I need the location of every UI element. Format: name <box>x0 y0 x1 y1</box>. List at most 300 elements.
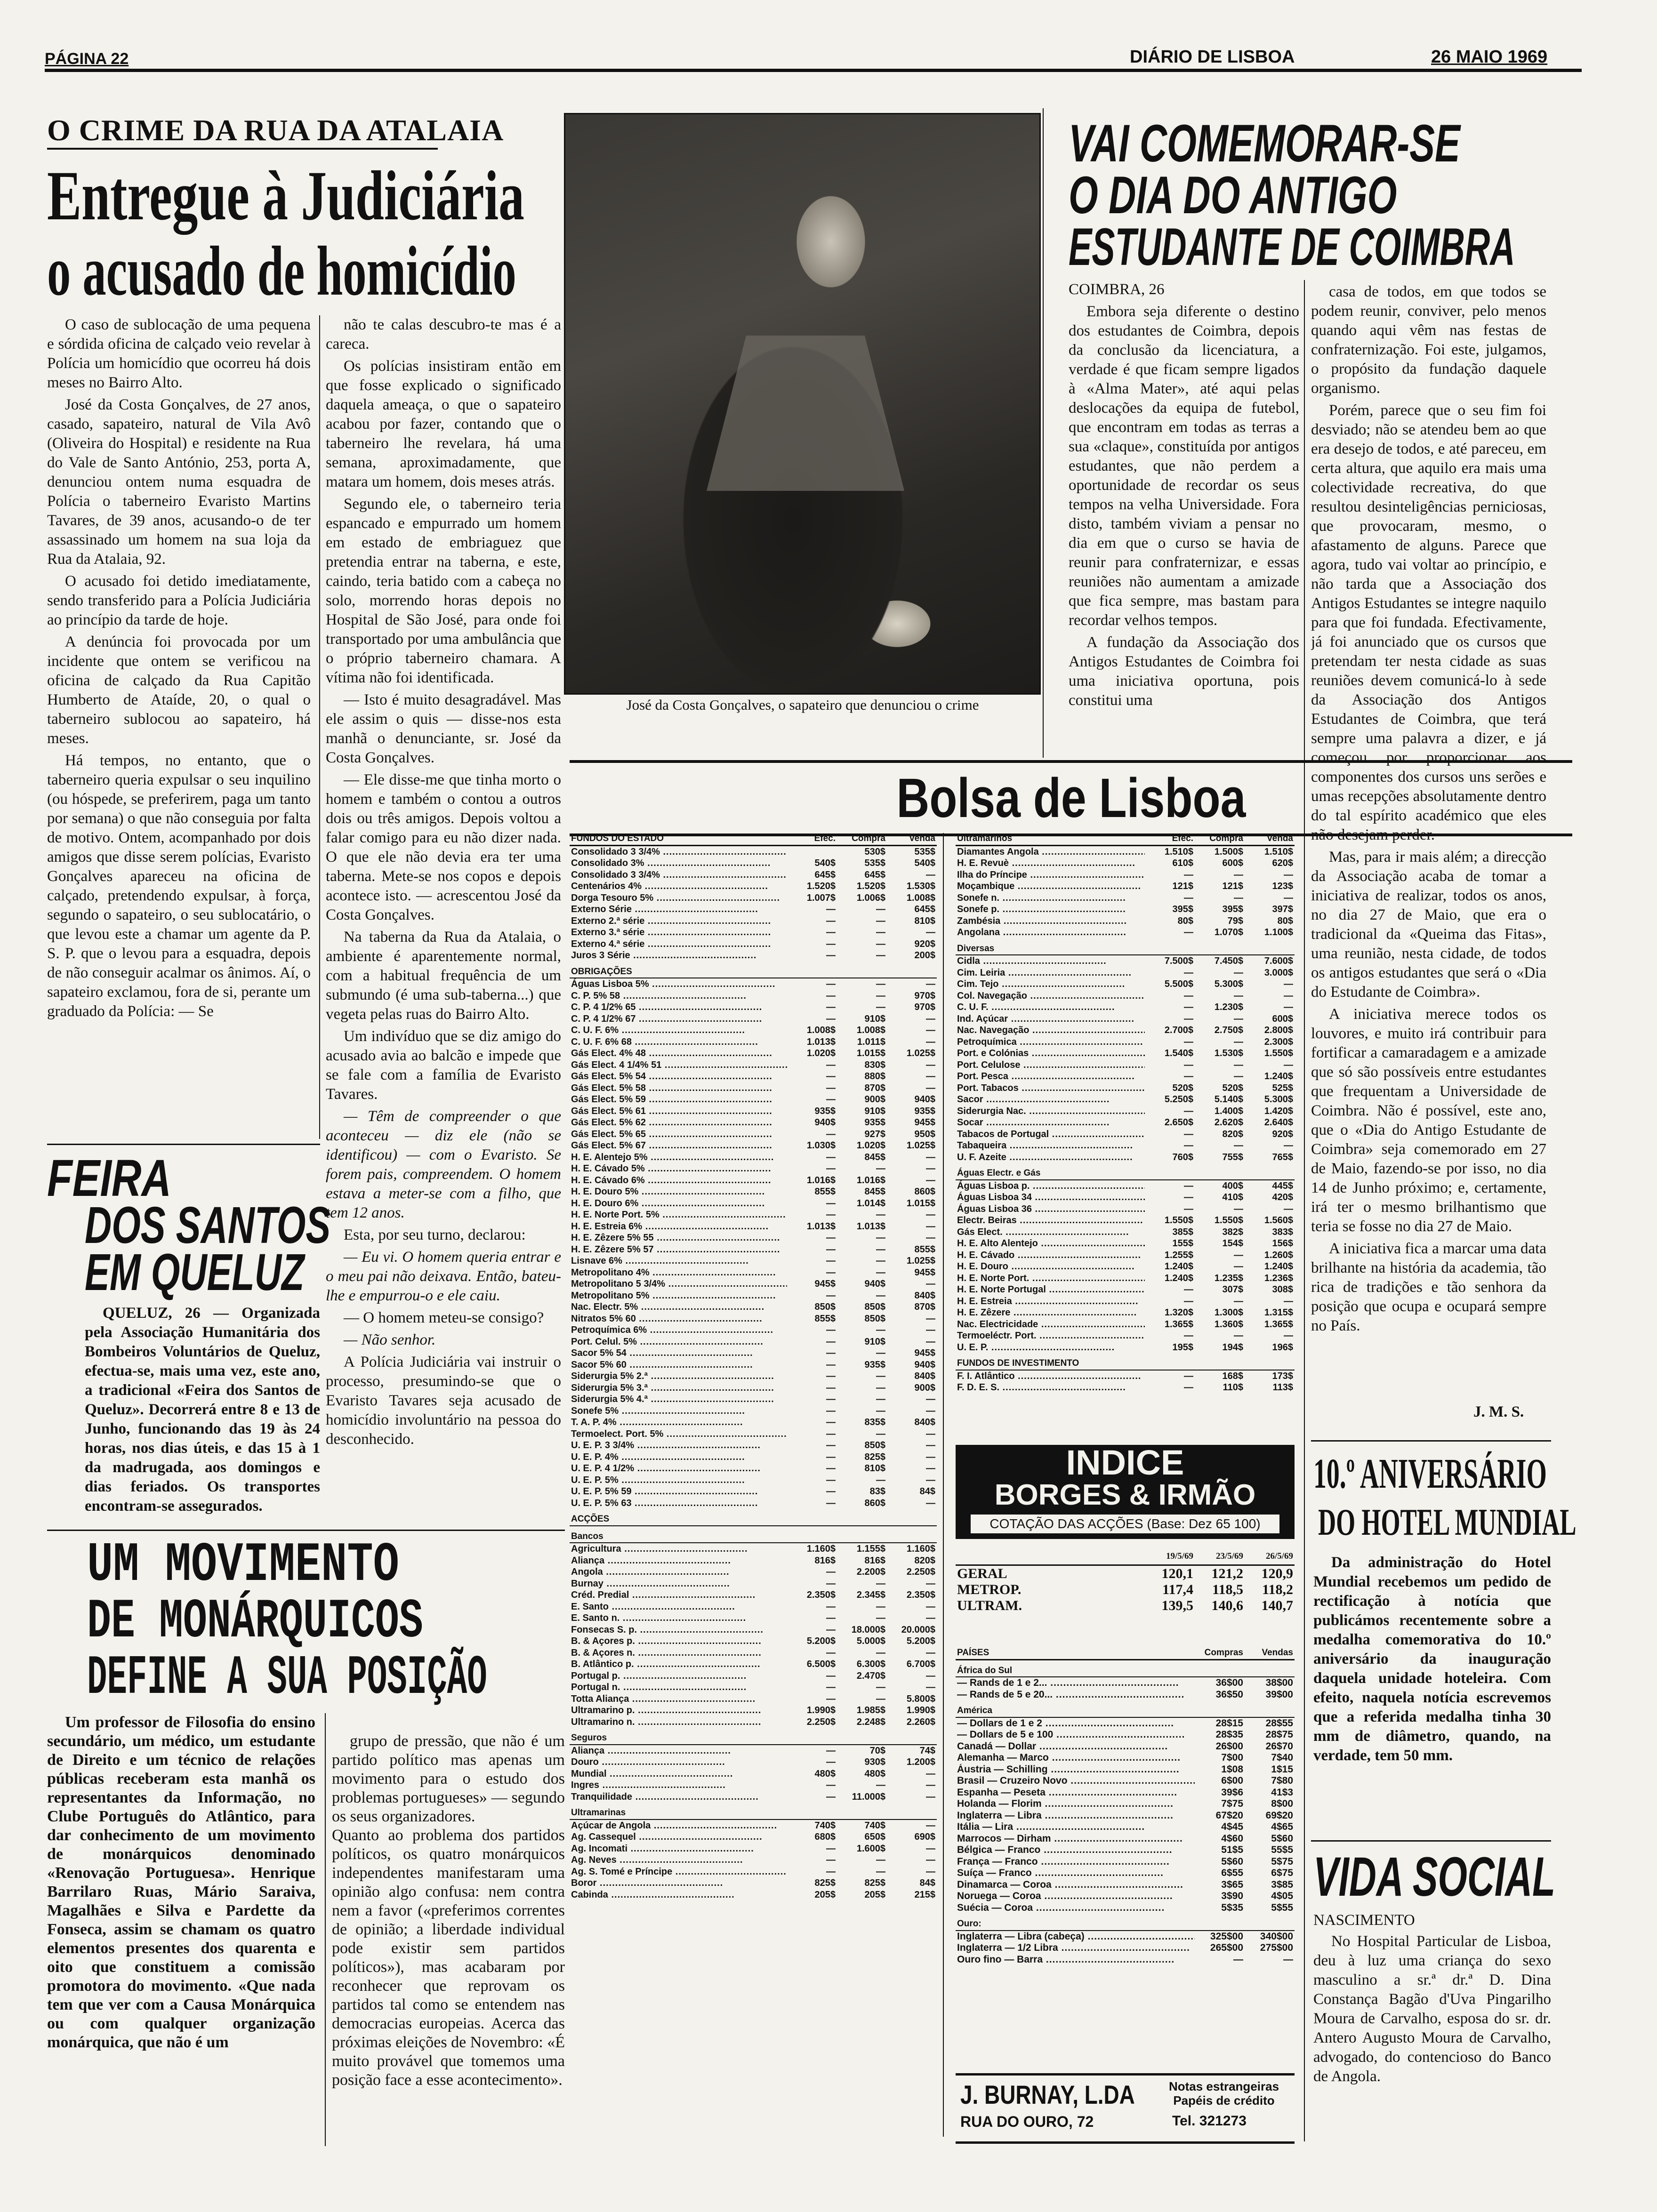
indice-subtitle: BORGES & IRMÃO <box>994 1479 1256 1511</box>
quote-value: 945$ <box>814 1279 836 1289</box>
paragraph: O acusado foi detido imediatamente, sendo transferido para a Polícia Judiciária ao princípio da tarde de hoje. <box>47 573 311 628</box>
security-name: Port. Tabacos ..... <box>956 1082 1145 1094</box>
quote-value: — <box>1284 990 1293 1001</box>
quote-value: 2.470$ <box>856 1670 885 1681</box>
section-label: América <box>956 1700 1295 1717</box>
paragraph: — Isto é muito desagradável. Mas ele assim o quis — disse-nos esta manhã o denunciante, sr. José da Costa Gonçalves. <box>326 691 561 766</box>
table-row <box>956 1203 1295 1215</box>
quote-value: 825$ <box>864 1451 885 1462</box>
quote-value: — <box>926 1163 935 1174</box>
quote-value: — <box>1184 1330 1193 1341</box>
quote-value: 540$ <box>814 858 836 868</box>
table-row <box>956 955 1295 967</box>
security-name: Nac. Electr. 5% ..... <box>570 1301 787 1313</box>
security-name: Águas Lisboa 34 ..... <box>956 1192 1145 1203</box>
security-name: Gás Elect. ..... <box>956 1226 1145 1238</box>
column-header: Efec. <box>1145 833 1195 845</box>
table-row <box>956 1833 1295 1845</box>
table-header-row <box>570 833 937 845</box>
quote-value: 520$ <box>1222 1082 1243 1093</box>
quote-value: 41$3 <box>1271 1787 1293 1798</box>
table-row <box>956 1717 1295 1730</box>
quote-value: 810$ <box>864 1463 885 1474</box>
quote-value: — <box>826 1233 836 1243</box>
quote-value: 1.600$ <box>856 1843 885 1854</box>
quote-value <box>787 845 837 858</box>
security-name: Port. Pesca ..... <box>956 1071 1145 1082</box>
quote-value: 1$08 <box>1221 1763 1243 1775</box>
section-rule <box>47 1530 565 1531</box>
monarquicos-headline-2: DE MONÁRQUICOS <box>87 1591 423 1653</box>
table-row <box>956 1370 1295 1382</box>
quote-value: 840$ <box>914 1371 935 1381</box>
quote-value: — <box>926 1036 935 1047</box>
quote-value: — <box>826 950 836 961</box>
security-name: Metropolitano 5% ..... <box>570 1290 787 1302</box>
paragraph: Segundo ele, o taberneiro teria espancado e empurrado um homem em estado de embriaguez que pretendia entrar na taberna, e este, caindo, teria batido com a cabeça no solo, morrendo horas depois no Hospital de São José, para onde foi transportado por uma ambulância que o próprio taberneiro chamara. A vítima não foi identificada. <box>326 496 561 686</box>
paragraph: O caso de sublocação de uma pequena e sórdida oficina de calçado veio revelar à Polícia um homicídio que ocorreu há dois meses no Bairro Alto. <box>47 316 311 391</box>
security-name: Cabinda ..... <box>570 1889 787 1901</box>
quote-value: 1.550$ <box>1164 1215 1193 1226</box>
quote-value: — <box>826 1336 836 1347</box>
security-name: Consolidado 3% ..... <box>570 858 787 869</box>
quote-value: — <box>1234 1036 1243 1047</box>
security-name: França — Franco ..... <box>956 1856 1195 1868</box>
quote-value: 870$ <box>864 1082 885 1093</box>
security-name: Termoelect. Port. 5% ..... <box>570 1428 787 1440</box>
paragraph: Um professor de Filosofia do ensino secundário, um médico, um estudante de Direito e um técnico de relações públicas receberam esta manhã os representantes da Informação, no Clube Português do Atlântico, para dar conhecimento de um movimento de monárquicos denominado «Renovação Portuguesa». Henrique Barrilaro Ruas, Mário Saraiva, Magalhães e Silva e Pardette da Fonseca, assim se chamam os quatro elementos presentes dos quarenta e oito que constituem a comissão promotora do movimento. «Que nada tem que ver com a Causa Monárquica ou com qualquer organização monárquica, que não é um <box>47 1714 315 2051</box>
table-row <box>570 1094 937 1106</box>
table-row <box>956 892 1295 904</box>
quote-value: 5.250$ <box>1164 1094 1193 1105</box>
quote-value: 850$ <box>864 1302 885 1312</box>
quote-value: — <box>926 1325 935 1335</box>
quote-value: — <box>1184 1203 1193 1214</box>
table-row <box>570 1117 937 1129</box>
quote-value: 67$20 <box>1215 1810 1243 1821</box>
quote-value: 140,7 <box>1261 1598 1293 1613</box>
quote-value: 120,1 <box>1161 1566 1193 1581</box>
quote-value: 120,9 <box>1261 1566 1293 1581</box>
coimbra-headline-2: O DIA DO ANTIGO <box>1069 166 1397 224</box>
table-row <box>570 1601 937 1613</box>
section-label: OBRIGAÇÕES <box>570 962 937 978</box>
quote-value: — <box>926 1843 935 1854</box>
quote-value: — <box>1283 1954 1293 1965</box>
quote-value: 2.200$ <box>856 1567 885 1577</box>
quote-value: — <box>1284 1140 1293 1151</box>
quote-value: 650$ <box>864 1832 885 1842</box>
paragraph: A denúncia foi provocada por um incidente que ontem se verificou na oficina de calçado da Rua Capitão Humberto de Ataíde, 20, o qual o taberneiro sublocou ao sapateiro, há meses. <box>47 633 311 747</box>
paragraph: José da Costa Gonçalves, de 27 anos, casado, sapateiro, natural de Vila Avô (Oliveira do Hospital) e residente na Rua do Vale de Santo António, 253, porta A, denunciou ontem numa esquadra de Polícia o taberneiro Evaristo Martins Tavares, de 39 anos, acusando-o de ter assassinado um homem na sua loja da Rua da Atalaia, 92. <box>47 396 311 568</box>
security-name: Tranquilidade ..... <box>570 1791 787 1803</box>
quote-value: — <box>876 1267 885 1278</box>
quote-value: — <box>926 1071 935 1082</box>
security-name: F. I. Atlântico ..... <box>956 1370 1145 1382</box>
table-row <box>570 1382 937 1394</box>
security-name: Juros 3 Série ..... <box>570 950 787 962</box>
quote-value: — <box>826 1463 836 1474</box>
quote-value: 156$ <box>1272 1238 1293 1249</box>
security-name: Portugal n. ..... <box>570 1682 787 1693</box>
security-name: Burnay ..... <box>570 1578 787 1590</box>
table-row <box>570 1152 937 1163</box>
quote-value: — <box>926 1647 935 1658</box>
quote-value: — <box>1184 1129 1193 1139</box>
quote-value: 910$ <box>864 1106 885 1116</box>
quote-value: 1.015$ <box>906 1198 935 1209</box>
quote-value: 1.155$ <box>856 1544 885 1554</box>
quote-value: — <box>926 1428 935 1439</box>
quote-value: 4$60 <box>1221 1833 1243 1844</box>
quote-value: 1.070$ <box>1214 927 1243 938</box>
quote-value: 930$ <box>864 1757 885 1767</box>
quote-value: 970$ <box>914 990 935 1001</box>
quote-value: — <box>876 1780 885 1790</box>
indice-table <box>956 1548 1295 1614</box>
monarquicos-body-col1 <box>47 1713 315 2156</box>
quote-value: 5.200$ <box>806 1636 836 1646</box>
table-row <box>956 1787 1295 1799</box>
table-row <box>570 892 937 904</box>
quote-value: 5.300$ <box>1264 1094 1293 1105</box>
quote-value: — <box>1184 1036 1193 1047</box>
security-name: Gás Elect. 5% 58 ..... <box>570 1082 787 1094</box>
table-section-row <box>570 1803 937 1819</box>
quote-value: — <box>926 1313 935 1324</box>
quote-value: 410$ <box>1222 1192 1243 1202</box>
quote-value: — <box>926 1440 935 1451</box>
quote-value: — <box>1184 1002 1193 1012</box>
table-section-row <box>956 1353 1295 1370</box>
quote-value: — <box>826 1670 836 1681</box>
quote-value: — <box>826 1348 836 1358</box>
security-name: Diamantes Angola ..... <box>956 845 1145 858</box>
quote-value: 1.510$ <box>1164 846 1193 857</box>
quote-value: 74$ <box>919 1745 935 1756</box>
quote-value: 1.500$ <box>1214 846 1243 857</box>
quote-value: — <box>826 1405 836 1416</box>
security-name: Port. Celul. 5% ..... <box>570 1336 787 1348</box>
burnay-address: RUA DO OURO, 72 <box>960 2113 1094 2130</box>
security-name: F. D. E. S. ..... <box>956 1382 1145 1394</box>
table-section-row <box>956 1700 1295 1717</box>
quote-value: — <box>1184 1382 1193 1393</box>
table-row <box>956 1856 1295 1868</box>
quote-value: 2.700$ <box>1164 1025 1193 1035</box>
quote-value: 8$00 <box>1271 1798 1293 1809</box>
table-row <box>570 1301 937 1313</box>
quote-value: 2.260$ <box>906 1716 935 1727</box>
quote-value: — <box>826 1013 836 1024</box>
quote-value: — <box>876 1394 885 1404</box>
table-row <box>956 1598 1295 1614</box>
security-name: Tabacos de Portugal ..... <box>956 1129 1145 1140</box>
quote-value: 205$ <box>814 1889 836 1900</box>
monarquicos-headline-1: UM MOVIMENTO <box>87 1534 399 1597</box>
security-name: Siderurgia 5% 4.ª ..... <box>570 1394 787 1405</box>
table-row <box>956 927 1295 938</box>
security-name: Externo 2.ª série ..... <box>570 915 787 927</box>
quote-value: 1.008$ <box>856 1025 885 1035</box>
table-row <box>956 1867 1295 1879</box>
quote-value: 945$ <box>914 1348 935 1358</box>
section-label: Seguros <box>570 1728 937 1745</box>
security-name: Consolidado 3 3/4% ..... <box>570 845 787 858</box>
paragraph: — Têm de compreender o que aconteceu — diz ele (não se identificou) — com o Evaristo. Se forem pais, compreendem. O homem estava a meter-se com a filho, que tem 12 anos. <box>326 1108 561 1221</box>
table-row <box>570 1566 937 1578</box>
quote-value: — <box>826 1567 836 1577</box>
section-label: Ouro: <box>956 1914 1295 1931</box>
quote-value: — <box>1234 1059 1243 1070</box>
quote-value: 1.365$ <box>1264 1319 1293 1330</box>
quote-value: — <box>926 1855 935 1865</box>
table-row <box>570 1543 937 1555</box>
quote-value: 168$ <box>1222 1370 1243 1381</box>
table-row <box>570 1819 937 1832</box>
quote-value: 935$ <box>864 1117 885 1128</box>
table-row <box>956 869 1295 881</box>
quote-value: 385$ <box>1172 1226 1193 1237</box>
table-row <box>956 1821 1295 1833</box>
quote-value: — <box>876 1613 885 1623</box>
quote-value: — <box>826 1244 836 1255</box>
security-name: C. U. F. 6% ..... <box>570 1025 787 1036</box>
security-name: — Dollars de 1 e 2 ..... <box>956 1717 1195 1730</box>
quote-value: — <box>826 938 836 949</box>
table-row <box>956 858 1295 869</box>
security-name: Ultramarino n. ..... <box>570 1716 787 1728</box>
quote-value: — <box>926 1175 935 1186</box>
column-header: Venda <box>887 833 937 845</box>
quote-value: — <box>1234 967 1243 978</box>
table-section-row <box>570 1728 937 1745</box>
quote-value: — <box>826 1866 836 1877</box>
bolsa-title: Bolsa de Lisboa <box>896 767 1246 829</box>
table-row <box>570 1854 937 1866</box>
quote-value: 5$75 <box>1271 1856 1293 1867</box>
paragraph: Os polícias insistiram então em que fosse explicado o significado daquela ameaça, o que o sapateiro acabou por fazer, contando que o taberneiro lhe revelara, há uma semana, aproximadamente, que matara um homem, dois meses atrás. <box>326 358 561 490</box>
quote-value: 83$ <box>869 1486 885 1497</box>
security-name: Mundial ..... <box>570 1768 787 1780</box>
quote-value: — <box>1284 979 1293 989</box>
quote-value: 1.255$ <box>1164 1250 1193 1260</box>
table-row <box>956 1284 1295 1296</box>
quote-value: — <box>1234 869 1243 880</box>
dateline: COIMBRA, 26 <box>1069 281 1165 298</box>
quote-value: 1.008$ <box>906 892 935 903</box>
table-row <box>956 1048 1295 1059</box>
security-name: Lisnave 6% ..... <box>570 1255 787 1267</box>
paragraph: A Polícia Judiciária vai instruir o processo, presumindo-se que o Evaristo Tavares seja acusado de homicídio involuntário na pessoa do desconhecido. <box>326 1354 561 1448</box>
column-header: 23/5/69 <box>1195 1548 1245 1565</box>
quote-value: 690$ <box>914 1832 935 1842</box>
table-section-row <box>570 1526 937 1543</box>
table-row <box>956 1775 1295 1787</box>
table-row <box>956 1689 1295 1701</box>
security-name: Suécia — Coroa ..... <box>956 1902 1195 1914</box>
quote-value: — <box>876 1866 885 1877</box>
quote-value: — <box>1184 1140 1193 1151</box>
security-name: Gás Elect. 5% 59 ..... <box>570 1094 787 1106</box>
table-row <box>956 1931 1295 1943</box>
quote-value: — <box>1184 1370 1193 1381</box>
security-name: B. & Açores p. ..... <box>570 1635 787 1647</box>
quote-value: — <box>876 904 885 914</box>
indice-title: INDICE <box>1066 1443 1184 1482</box>
security-name: Itália — Lira ..... <box>956 1821 1195 1833</box>
quote-value: — <box>926 1820 935 1831</box>
quote-value: 950$ <box>914 1129 935 1139</box>
quote-value: — <box>826 1094 836 1105</box>
quote-value: 1.160$ <box>806 1544 836 1554</box>
table-row <box>570 858 937 869</box>
quote-value: 825$ <box>864 1878 885 1888</box>
table-row <box>956 1094 1295 1106</box>
quote-value: 194$ <box>1222 1342 1243 1353</box>
table-row <box>570 1475 937 1486</box>
quote-value: — <box>926 1405 935 1416</box>
security-name: H. E. Douro 5% ..... <box>570 1186 787 1198</box>
feira-headline-2: DOS SANTOS <box>85 1196 331 1254</box>
quote-value: — <box>1184 892 1193 903</box>
security-name: Inglaterra — 1/2 Libra ..... <box>956 1942 1195 1954</box>
column-rule <box>1304 1440 1305 2141</box>
quote-value: — <box>1284 1002 1293 1012</box>
security-name: Totta Aliança ..... <box>570 1693 787 1705</box>
paragraph: Mas, para ir mais além; a direcção da Associação acaba de tomar a iniciativa de realizar, todos os anos, no dia 27 de Maio, que era o tradicional da «Queima das Fitas», uma reunião, nesta cidade, de todos os antigos estudantes que será o «Dia do Estudante de Coimbra». <box>1311 849 1546 1001</box>
quote-value: 645$ <box>914 904 935 914</box>
table-row <box>570 1647 937 1659</box>
quote-value: 535$ <box>914 846 935 857</box>
quote-value: 79$ <box>1227 915 1243 926</box>
quote-value: 2.350$ <box>906 1590 935 1600</box>
quote-value: — <box>876 1244 885 1255</box>
quote-value: 420$ <box>1272 1192 1293 1202</box>
quote-value: 1.240$ <box>1264 1071 1293 1082</box>
quote-value: 308$ <box>1272 1284 1293 1295</box>
quote-value: — <box>826 979 836 989</box>
column-header: 26/5/69 <box>1245 1548 1295 1565</box>
quote-value: 816$ <box>814 1555 836 1566</box>
security-name: Angolana ..... <box>956 927 1145 938</box>
security-name: Açúcar de Angola ..... <box>570 1819 787 1832</box>
quote-value: 760$ <box>1172 1152 1193 1162</box>
quote-value: 2.800$ <box>1264 1025 1293 1035</box>
table-row <box>570 1670 937 1682</box>
table-row <box>956 1741 1295 1753</box>
quote-value: — <box>876 915 885 926</box>
security-name: Bélgica — Franco ..... <box>956 1844 1195 1856</box>
quote-value: — <box>826 1129 836 1139</box>
quote-value: 1$15 <box>1271 1763 1293 1775</box>
security-name: Siderurgia 5% 2.ª ..... <box>570 1370 787 1382</box>
quote-value: 1.510$ <box>1264 846 1293 857</box>
table-section-row <box>956 1914 1295 1931</box>
quote-value: — <box>1184 1180 1193 1191</box>
quote-value: 84$ <box>919 1878 935 1888</box>
paragraph: — Não senhor. <box>344 1331 436 1348</box>
table-row <box>570 1405 937 1417</box>
column-header: Ultramarinos <box>956 833 1145 845</box>
security-name: H. E. Zêzere 5% 57 ..... <box>570 1244 787 1256</box>
quote-value: — <box>876 1601 885 1612</box>
quote-value: — <box>876 1647 885 1658</box>
quote-value: 139,5 <box>1161 1598 1193 1613</box>
security-name: Ag. Neves ..... <box>570 1854 787 1866</box>
column-header: Compra <box>1195 833 1245 845</box>
quote-value: — <box>876 1290 885 1301</box>
quote-value: 2.248$ <box>856 1716 885 1727</box>
column-rule <box>1043 108 1044 758</box>
quote-value: — <box>826 1290 836 1301</box>
quote-value: 1.100$ <box>1264 927 1293 938</box>
quote-value: — <box>826 1682 836 1692</box>
quote-value: — <box>1234 1203 1243 1214</box>
table-row <box>956 1192 1295 1203</box>
security-name: Port. Celulose ..... <box>956 1059 1145 1071</box>
paragraph: grupo de pressão, que não é um partido político mas apenas um movimento para o estudo dos problemas portugueses» — segundo os seus organizadores. Quanto ao problema dos partidos políticos, os quatro monárquicos independentes manifestaram uma opinião algo confusa: nem contra nem a favor («preferimos correntes de opinião; a liberdade individual pode existir sem partidos políticos»), mas acabaram por reconhecer que reprovam os partidos tal como se entendem nas democracias europeias. Acerca das próximas eleições de Novembro: «É muito provável que tomemos uma posição face a esse acontecimento». <box>332 1732 565 2089</box>
quote-value: 70$ <box>869 1745 885 1756</box>
table-row <box>956 1117 1295 1129</box>
quote-value: — <box>1234 1140 1243 1151</box>
quote-value: 26$00 <box>1215 1740 1243 1752</box>
quote-value: 7.600$ <box>1264 956 1293 966</box>
quote-value: — <box>1184 1059 1193 1070</box>
quote-value: — <box>826 990 836 1001</box>
quote-value: 860$ <box>864 1498 885 1508</box>
quote-value: — <box>926 1498 935 1508</box>
quote-value: — <box>926 927 935 938</box>
quote-value: — <box>826 1002 836 1012</box>
quote-value: — <box>926 1025 935 1035</box>
quote-value: — <box>926 1233 935 1243</box>
table-header-row <box>956 1647 1295 1659</box>
security-name: Termoeléctr. Port. ..... <box>956 1330 1145 1342</box>
indice-banner <box>956 1445 1295 1539</box>
table-row <box>570 1267 937 1279</box>
table-row <box>570 1082 937 1094</box>
security-name: Tabaqueira ..... <box>956 1140 1145 1152</box>
table-row <box>956 1025 1295 1036</box>
quote-value: 850$ <box>864 1440 885 1451</box>
security-name: Brasil — Cruzeiro Novo ..... <box>956 1775 1195 1787</box>
table-row <box>570 1768 937 1780</box>
quote-value: 1.560$ <box>1264 1215 1293 1226</box>
quote-value: 900$ <box>864 1094 885 1105</box>
quote-value: 1.530$ <box>906 881 935 891</box>
quote-value: 610$ <box>1172 858 1193 868</box>
quote-value: 480$ <box>814 1768 836 1779</box>
quote-value: 275$00 <box>1260 1942 1293 1953</box>
quote-value: 1.260$ <box>1264 1250 1293 1260</box>
quote-value: 927$ <box>864 1129 885 1139</box>
quote-value: 5$60 <box>1221 1856 1243 1867</box>
quote-value: 7.500$ <box>1164 956 1193 966</box>
security-name: C. U. F. 6% 68 ..... <box>570 1036 787 1048</box>
quote-value: 855$ <box>914 1244 935 1255</box>
security-name: Ilha do Príncipe ..... <box>956 869 1145 881</box>
table-row <box>956 845 1295 858</box>
security-name: Águas Lisboa 5% ..... <box>570 978 787 990</box>
security-name: Alemanha — Marco ..... <box>956 1752 1195 1764</box>
table-row <box>570 1106 937 1117</box>
table-section-row <box>956 1163 1295 1180</box>
quote-value: 870$ <box>914 1302 935 1312</box>
table-row <box>570 1440 937 1451</box>
quote-value: 7$40 <box>1271 1752 1293 1763</box>
quote-value: — <box>926 1613 935 1623</box>
